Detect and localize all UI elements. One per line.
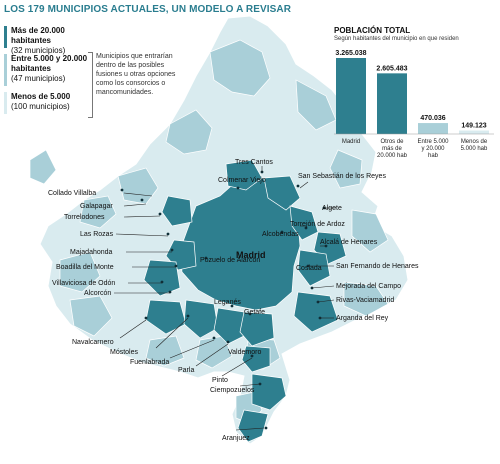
label-coslada: Coslada bbox=[296, 265, 322, 272]
legend-note: Municipios que entrarían dentro de las posibles fusiones u otras opciones como los consorcios o mancomunidades. bbox=[96, 53, 176, 96]
bar-value-label-3: 149.123 bbox=[461, 122, 487, 130]
label-leganes: Leganés bbox=[214, 299, 241, 306]
bar-category-label-2: y 20.000 bbox=[421, 146, 445, 152]
label-pinto: Pinto bbox=[212, 377, 228, 384]
label-las-rozas: Las Rozas bbox=[80, 231, 114, 238]
bar-value-label-0: 3.265.038 bbox=[335, 50, 367, 57]
bar-category-label-2: Entre 5.000 bbox=[417, 139, 449, 145]
label-san-fernando: San Fernando de Henares bbox=[336, 263, 419, 270]
legend-label-small: Menos de 5.000 bbox=[11, 92, 71, 101]
label-arganda: Arganda del Rey bbox=[336, 315, 389, 322]
label-aranjuez: Aranjuez bbox=[222, 435, 250, 442]
legend-label-large: Más de 20.000 habitantes bbox=[11, 26, 65, 45]
chart-title: POBLACIÓN TOTAL bbox=[334, 26, 411, 35]
label-ciempozuelos: Ciempozuelos bbox=[210, 387, 255, 394]
bar-category-label-2: hab bbox=[427, 153, 439, 159]
label-san-sebastian: San Sebastián de los Reyes bbox=[298, 173, 386, 180]
label-valdemoro: Valdemoro bbox=[228, 349, 262, 356]
bar-category-label-3: 5.000 hab bbox=[460, 146, 488, 152]
label-fuenlabrada: Fuenlabrada bbox=[130, 359, 170, 366]
bar-0 bbox=[336, 58, 366, 134]
label-algete: Algete bbox=[322, 205, 342, 212]
label-pozuelo: Pozuelo de Alarcón bbox=[200, 257, 261, 264]
bar-value-label-1: 2.605.483 bbox=[376, 65, 408, 73]
label-torrelodones: Torrelodones bbox=[64, 214, 105, 221]
label-mostoles: Móstoles bbox=[110, 349, 139, 356]
label-boadilla: Boadilla del Monte bbox=[56, 264, 114, 271]
label-galapagar: Galapagar bbox=[80, 203, 113, 210]
label-madrid: Madrid bbox=[236, 250, 266, 260]
legend-count-large: (32 municipios) bbox=[11, 46, 66, 55]
bar-category-label-1: 20.000 hab bbox=[376, 153, 408, 159]
population-chart bbox=[334, 26, 496, 166]
label-alcorcon: Alcorcón bbox=[84, 290, 112, 297]
bar-2 bbox=[418, 123, 448, 134]
label-mejorada: Mejorada del Campo bbox=[336, 283, 401, 290]
label-villaviciosa: Villaviciosa de Odón bbox=[52, 280, 116, 287]
legend-count-medium: (47 municipios) bbox=[11, 74, 66, 83]
label-colmenar-viejo: Colmenar Viejo bbox=[218, 177, 266, 184]
label-alcobendas: Alcobendas bbox=[262, 231, 299, 238]
label-tres-cantos: Tres Cantos bbox=[235, 159, 273, 166]
label-alcala: Alcalá de Henares bbox=[320, 239, 378, 246]
label-navalcarnero: Navalcarnero bbox=[72, 339, 114, 346]
legend-count-small: (100 municipios) bbox=[11, 102, 70, 111]
label-parla: Parla bbox=[178, 367, 195, 374]
label-collado-villalba: Collado Villalba bbox=[48, 190, 97, 197]
bar-category-label-1: más de bbox=[382, 146, 402, 152]
chart-subtitle: Según habitantes del municipio en que residen bbox=[334, 36, 459, 42]
legend-label-medium: Entre 5.000 y 20.000 habitantes bbox=[11, 54, 88, 73]
bar-1 bbox=[377, 73, 407, 134]
label-getafe: Getafe bbox=[244, 309, 266, 316]
label-rivas: Rivas-Vaciamadrid bbox=[336, 297, 395, 304]
bar-category-label-3: Menos de bbox=[460, 139, 488, 145]
bar-category-label-1: Otros de bbox=[380, 139, 404, 145]
bar-3 bbox=[459, 131, 489, 134]
chart-plot bbox=[334, 44, 496, 166]
bar-category-label-0: Madrid bbox=[341, 139, 361, 145]
label-torrejon: Torrejón de Ardoz bbox=[290, 221, 345, 228]
label-majadahonda: Majadahonda bbox=[70, 249, 113, 256]
bar-value-label-2: 470.036 bbox=[420, 115, 446, 123]
map-title: LOS 179 MUNICIPIOS ACTUALES, UN MODELO A REVISAR bbox=[4, 4, 292, 15]
